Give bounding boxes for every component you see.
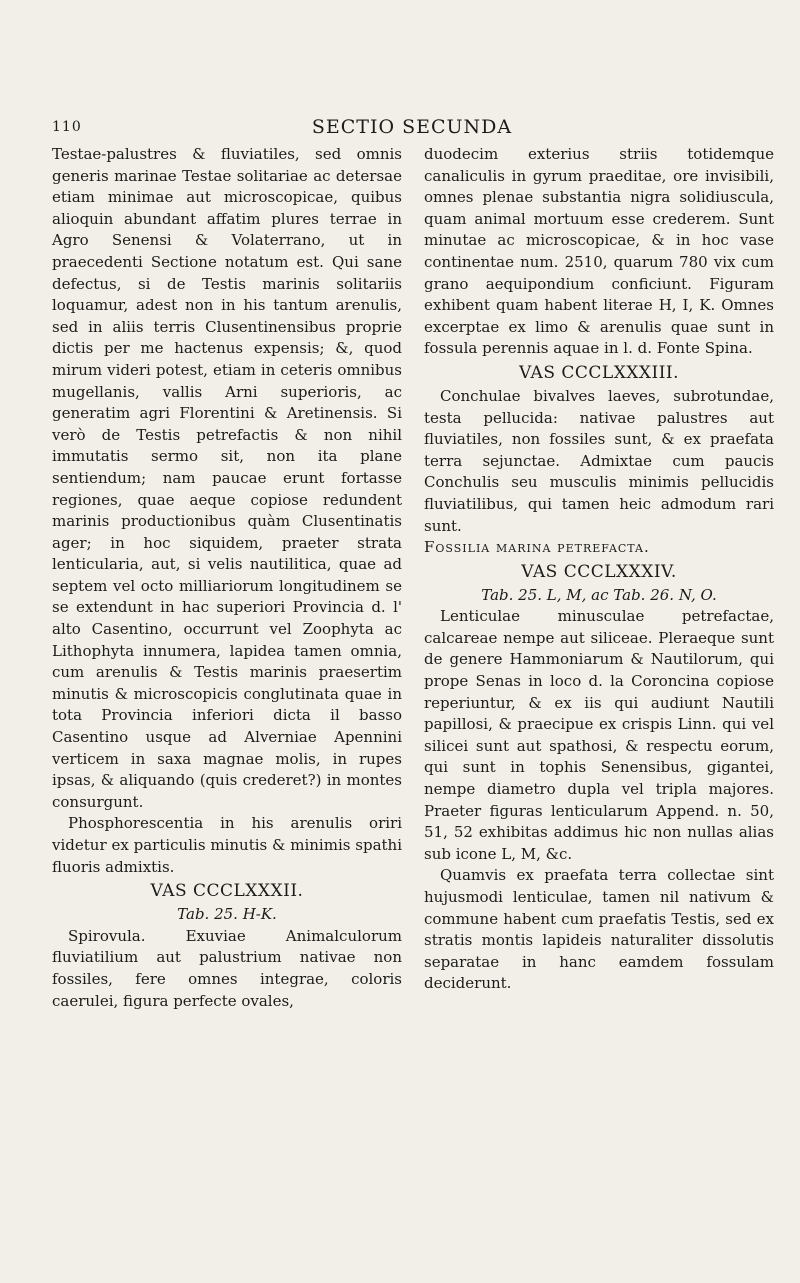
paragraph: Conchulae bivalves laeves, subrotundae, testa pellucida: nativae palustres aut fluviatiles, non fossiles sunt, & ex praefata terra sejunctae. Admixtae cum paucis Conchulis seu musculis minimis pellucidis fluviatilibus, qui tamen heic admodum rari sunt. [424,386,774,535]
paragraph: duodecim exterius striis totidemque canaliculis in gyrum praeditae, ore invisibili, omnes plenae substantia nigra solidiuscula, quam animal mortuum esse crederem. Sunt minutae ac microscopicae, & in hoc vase continentae num. 2510, quarum 780 vix cum grano aequipondium conficiunt. Figuram exhibent quam habent literae H, I, K. Omnes excerptae ex limo & arenulis quae sunt in fossula perennis aquae in l. d. Fonte Spina. [424,145,774,358]
page-number: 110 [52,119,82,135]
left-column [52,144,402,1012]
running-title: SECTIO SECUNDA [311,116,513,138]
paragraph: Phosphorescentia in his arenulis oriri videtur ex particulis minutis & minimis spathi fluoris admixtis. [52,814,402,876]
right-column [424,144,774,995]
paragraph: Spirovula. Exuviae Animalculorum fluviatilium aut palustrium nativae non fossiles, fere omnes integrae, coloris caerulei, figura perfecte ovales, [52,926,402,1010]
paragraph: Quamvis ex praefata terra collectae sint hujusmodi lenticulae, tamen nil nativum & commune habent cum praefatis Testis, sed ex stratis montis lapideis naturaliter dissolutis separatae in hanc eamdem fossulam deciderunt. [424,866,774,993]
table-reference: Tab. 25. L, M, ac Tab. 26. N, O. [481,585,717,604]
vas-heading: VAS CCCLXXXIII. [518,362,680,383]
vas-heading: VAS CCCLXXXIV. [521,561,677,582]
table-reference: Tab. 25. H-K. [177,905,277,924]
page-header [52,116,772,144]
vas-heading: VAS CCCLXXXII. [150,881,304,902]
paragraph: Lenticulae minusculae petrefactae, calcareae nempe aut siliceae. Pleraeque sunt de genere Hammoniarum & Nautilorum, qui prope Senas in loco d. la Coroncina copiose reperiuntur, & ex iis qui audiunt Nautili papillosi, & praecipue ex crispis Linn. qui vel silicei sunt aut spathosi, & respectu eorum, qui sunt in tophis Senensibus, gigantei, nempe diametro dupla vel tripla majores. Praeter figuras lenticularum Append. n. 50, 51, 52 exhibitas addimus hic non nullas alias sub icone L, M, &c. [424,607,774,863]
paragraph: Testae-palustres & fluviatiles, sed omnis generis marinae Testae solitariae ac detersae etiam minimae aut microscopicae, quibus alioquin abundant affatim plures terrae in Agro Senensi & Volaterrano, ut in praecedenti Sectione notatum est. Qui sane defectus, si de Testis marinis solitariis loquamur, adest non in his tantum arenulis, sed in aliis terris Clusentinensibus proprie dictis per me hactenus expensis; &, quod mirum videri potest, etiam in ceteris omnibus mugellanis, vallis Arni superioris, ac generatim agri Florentini & Aretinensis. Si verò de Testis petrefactis & non nihil immutatis sermo sit, non ita plane sentiendum; nam paucae erunt fortasse regiones, quae aeque copiose redundent marinis productionibus quàm Clusentinatis ager; in hoc siquidem, praeter strata lenticularia, aut, si velis nautilitica, quae ad septem vel octo milliariorum longitudinem se se extendunt in hac superiori Provincia d. l' alto Casentino, occurrunt vel Zoophyta ac Lithophyta innumera, lapidea tamen omnia, cum arenulis & Testis marinis praesertim minutis & microscopicis conglutinata quae in tota Provincia inferiori dicta il basso Casentino usque ad Alverniae Apennini verticem in saxa magnae molis, in rupes ipsas, & aliquando (quis crederet?) in montes consurgunt. [52,145,402,811]
section-title: Fossilia marina petrefacta. [424,538,650,557]
